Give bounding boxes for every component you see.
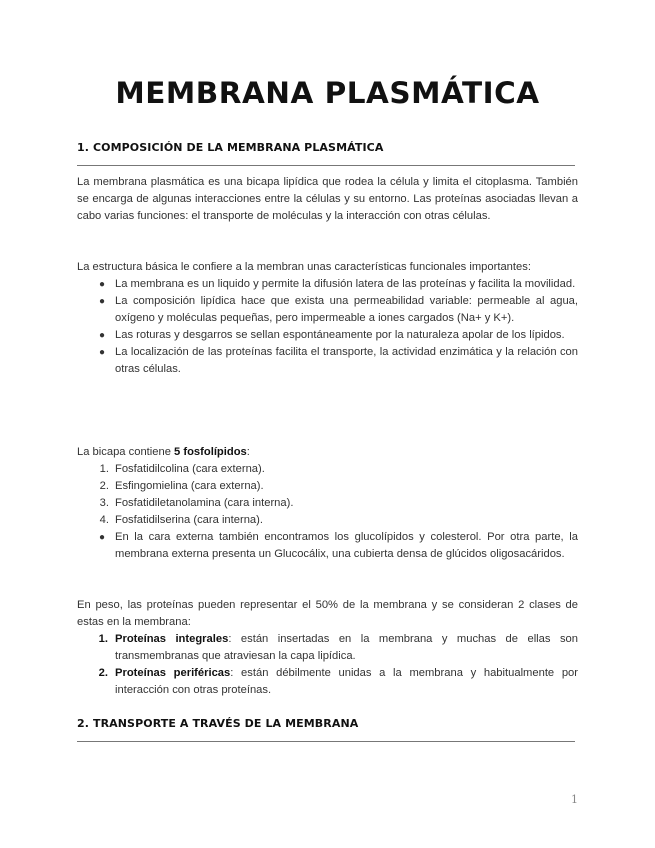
protein-class-desc: : están insertadas en la membrana y muchas de ellas son transmembranas que atraviesan la capa lipídica. [115,633,578,662]
list-item [77,327,578,344]
proteins-intro: En peso, las proteínas pueden representar el 50% de la membrana y se consideran 2 clases de estas en la membrana: [77,599,578,628]
list-item: 4. Fosfatidilserina (cara interna). [99,514,263,526]
phospholipids-section [77,444,578,563]
bullet-icon: ● [99,279,106,290]
intro-paragraph: La membrana plasmática es una bicapa lipídica que rodea la célula y limita el citoplasma. También se encarga de algunas interacciones entre la células y su entorno. Las proteínas asociadas llevan a cabo varias funciones: el transporte de moléculas y la interacción con otras células. [77,176,578,222]
bilayer-intro: La bicapa contiene 5 fosfolípidos: [77,446,250,458]
bullet-icon: ● [99,347,106,358]
list-item-text: Fosfatidiletanolamina (cara interna). [115,497,294,509]
section-1-divider [77,165,575,166]
list-item-text: Esfingomielina (cara externa). [115,480,264,492]
list-item: 1. Fosfatidilcolina (cara externa). [99,463,265,475]
list-item-text: La membrana es un liquido y permite la difusión latera de las proteínas y facilita la movilidad. [115,278,576,290]
protein-class-name: Proteínas periféricas [115,667,231,679]
bilayer-highlight: 5 fosfolípidos [174,446,247,458]
list-item-text: Las roturas y desgarros se sellan espontáneamente por la naturaleza apolar de los lípidos. [115,329,565,341]
list-item-text: La composición lipídica hace que exista una permeabilidad variable: permeable al agua, oxígeno y moléculas pequeñas, pero impermeable a iones cargados (Na+ y K+). [115,295,578,324]
list-item [77,344,578,378]
list-item: 1. Proteínas integrales: están insertadas en la membrana y muchas de ellas son transmembranas que atraviesan la capa lipídica. [98,633,578,662]
section-2-divider [77,741,575,742]
list-item: 2. Esfingomielina (cara externa). [99,480,264,492]
structure-section [77,259,578,378]
list-item: 3. Fosfatidiletanolamina (cara interna). [99,497,294,509]
page-title: MEMBRANA PLASMÁTICA [115,76,540,110]
list-item-text: Fosfatidilcolina (cara externa). [115,463,265,475]
list-item-text: La localización de las proteínas facilita el transporte, la actividad enzimática y la relación con otras células. [115,346,578,375]
list-item [77,293,578,327]
structure-intro: La estructura básica le confiere a la membran unas características funcionales importantes: [77,261,531,273]
proteins-section [77,597,578,699]
bullet-icon: ● [99,330,106,341]
list-item-text: En la cara externa también encontramos los glucolípidos y colesterol. Por otra parte, la membrana externa presenta un Glucocálix, una cubierta densa de glúcidos oligosacáridos. [115,531,578,560]
list-item-text: Fosfatidilserina (cara interna). [115,514,263,526]
protein-class-desc: : están débilmente unidas a la membrana y habitualmente por interacción con otras proteínas. [115,667,578,696]
section-1-heading: 1. COMPOSICIÓN DE LA MEMBRANA PLASMÁTICA [77,141,384,154]
page-number: 1 [571,793,578,806]
list-item: 2. Proteínas periféricas: están débilmente unidas a la membrana y habitualmente por interacción con otras proteínas. [98,667,578,696]
section-2-heading: 2. TRANSPORTE A TRAVÉS DE LA MEMBRANA [77,717,359,730]
bullet-icon: ● [99,532,106,543]
list-item [77,276,578,293]
list-item [77,529,578,563]
protein-class-name: Proteínas integrales [115,633,229,645]
bullet-icon: ● [99,296,106,307]
